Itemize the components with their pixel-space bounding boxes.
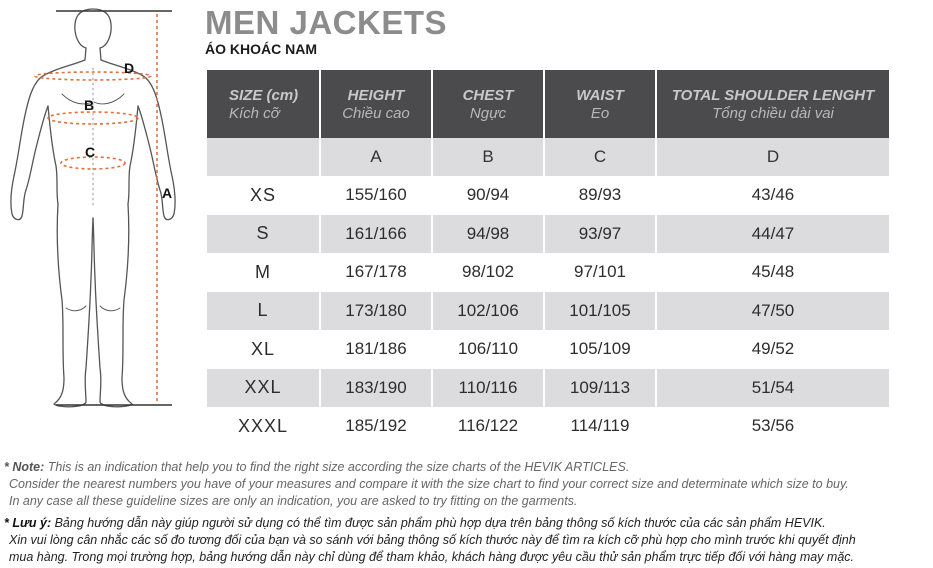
table-cell: 109/113 xyxy=(545,369,655,408)
table-cell: 49/52 xyxy=(751,339,795,359)
label-b: B xyxy=(84,97,95,113)
note-line: In any case all these guideline sizes are only an indication, you are asked to try fitting on the garments. xyxy=(9,494,578,508)
label-a: A xyxy=(162,185,173,201)
table-row xyxy=(207,253,889,292)
table-cell: 173/180 xyxy=(321,292,431,331)
table-cell: 114/119 xyxy=(570,416,630,436)
table-cell: 183/190 xyxy=(321,369,431,408)
table-cell: 106/110 xyxy=(457,339,519,359)
note-line: * Lưu ý: Bảng hướng dẫn này giúp người sử dụng có thể tìm được sản phẩm phù hợp dựa trên bảng thông số kích thước của các sản phẩm HEVIK. xyxy=(4,516,826,530)
table-cell: 51/54 xyxy=(657,369,889,408)
table-cell: 89/93 xyxy=(578,185,622,205)
table-row xyxy=(207,292,889,331)
size-cell: XXL xyxy=(207,369,319,408)
table-row xyxy=(207,330,889,369)
note-label: * Lưu ý: xyxy=(4,516,52,530)
table-cell: 102/106 xyxy=(433,292,543,331)
table-cell: 90/94 xyxy=(466,185,510,205)
letter-cell xyxy=(207,138,319,176)
english-note xyxy=(4,459,929,510)
header-shoulder: TOTAL SHOULDER LENGHT Tổng chiều dài vai xyxy=(657,70,889,138)
table-row xyxy=(207,407,889,446)
size-cell: XXXL xyxy=(237,415,289,436)
table-cell: 101/105 xyxy=(545,292,655,331)
table-cell: 93/97 xyxy=(545,215,655,254)
size-chart-table xyxy=(205,70,891,446)
label-c: C xyxy=(85,144,96,160)
table-header-row xyxy=(207,70,889,138)
letter-cell: A xyxy=(321,138,431,176)
page-title: MEN JACKETS xyxy=(205,4,448,41)
table-cell: 105/109 xyxy=(569,339,631,359)
table-row xyxy=(207,369,889,408)
header-height: HEIGHT Chiều cao xyxy=(321,70,431,138)
table-cell: 45/48 xyxy=(751,262,795,282)
size-cell: M xyxy=(255,261,271,282)
table-cell: 98/102 xyxy=(462,262,514,282)
header-waist: WAIST Eo xyxy=(545,70,655,138)
table-cell: 110/116 xyxy=(433,369,543,408)
body-measurement-figure xyxy=(0,8,185,413)
note-line: mua hàng. Trong mọi trường hợp, bảng hướng dẫn này chỉ dùng để tham khảo, khách hàng được yêu cầu thử sản phẩm trực tiếp đối với hàng may mặc. xyxy=(9,550,854,564)
note-line: * Note: This is an indication that help you to find the right size according the size charts of the HEVIK ARTICLES. xyxy=(4,460,630,474)
letter-cell: C xyxy=(545,138,655,176)
header-chest: CHEST Ngực xyxy=(433,70,543,138)
measure-letter-row xyxy=(207,138,889,176)
size-cell: XL xyxy=(250,338,276,359)
page-subtitle: ÁO KHOÁC NAM xyxy=(205,41,317,57)
header-size: SIZE (cm) Kích cỡ xyxy=(207,70,319,138)
table-cell: 161/166 xyxy=(321,215,431,254)
table-row xyxy=(207,176,889,215)
table-cell: 155/160 xyxy=(345,185,407,205)
table-cell: 97/101 xyxy=(574,262,626,282)
table-cell: 185/192 xyxy=(345,416,407,436)
table-cell: 44/47 xyxy=(657,215,889,254)
size-cell: XS xyxy=(249,184,276,205)
vietnamese-note xyxy=(4,515,929,566)
letter-cell: D xyxy=(657,138,889,176)
note-line: Consider the nearest numbers you have of your measures and compare it with the size chart to find your correct size and determinate which size to buy. xyxy=(9,477,849,491)
table-cell: 94/98 xyxy=(433,215,543,254)
table-cell: 167/178 xyxy=(345,262,407,282)
note-label: * Note: xyxy=(4,460,45,474)
table-cell: 181/186 xyxy=(345,339,407,359)
label-d: D xyxy=(124,60,135,76)
note-line: Xin vui lòng cân nhắc các số đo tương đối của bạn và so sánh với bảng thông số kích thước này để tìm ra kích cỡ phù hợp cho mình trước khi quyết định xyxy=(9,533,856,547)
table-cell: 53/56 xyxy=(751,416,795,436)
table-cell: 47/50 xyxy=(657,292,889,331)
size-cell: S xyxy=(207,215,319,254)
letter-cell: B xyxy=(433,138,543,176)
table-cell: 116/122 xyxy=(457,416,519,436)
table-row xyxy=(207,215,889,254)
size-cell: L xyxy=(207,292,319,331)
table-cell: 43/46 xyxy=(751,185,795,205)
